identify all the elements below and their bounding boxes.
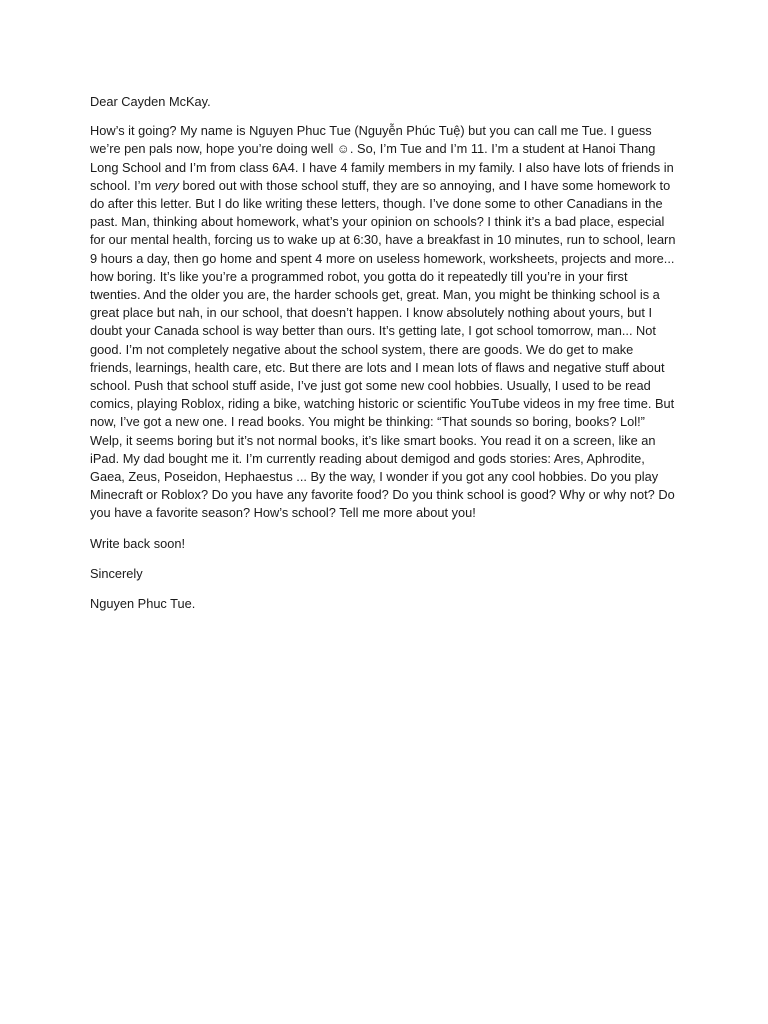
closing: Sincerely xyxy=(90,565,143,581)
write-back-line: Write back soon! xyxy=(90,535,186,551)
signature: Nguyen Phuc Tue. xyxy=(90,596,196,612)
salutation: Dear Cayden McKay. xyxy=(90,94,211,109)
letter-page xyxy=(90,93,676,625)
body-text-italic: very xyxy=(154,177,179,193)
letter-body xyxy=(90,122,676,522)
body-text-part-1: How’s it going? My name is Nguyen Phuc Tue (Nguyễn Phúc Tuệ) but you can call me Tue. I guess we’re pen pals now, hope you’re doing well ☺. So, I’m Tue and I’m 11. I’m a student at Hanoi Thang Long School and I’m from class 6A4. I have 4 family members in my family. I also have lots of friends in school. I’m xyxy=(90,123,674,193)
body-text-part-2: bored out with those school stuff, they are so annoying, and I have some homework to do after this letter. But I do like writing these letters, though. I’ve done some to other Canadians in the past. Man, thinking about homework, what’s your opinion on schools? I think it’s a bad place, especial for our mental health, forcing us to wake up at 6:30, have a breakfast in 10 minutes, run to school, learn 9 hours a day, then go home and spent 4 more on useless homework, worksheets, projects and more... how boring. It’s like you’re a programmed robot, you gotta do it repeatedly till you’re in your first twenties. And the older you are, the harder schools get, great. Man, you might be thinking school is a great place but nah, in our school, that doesn’t happen. I know absolutely nothing about yours, but I doubt your Canada school is way better than ours. It’s getting late, I got school tomorrow, man... Not good. I’m not completely negative about the school system, there are goods. We do get to make friends, learnings, health care, etc. But there are lots and I mean lots of flaws and negative stuff about school. Push that school stuff aside, I’ve just got some new cool hobbies. Usually, I used to be read comics, playing Roblox, riding a bike, watching historic or scientific YouTube videos in my free time. But now, I’ve got a new one. I read books. You might be thinking: “That sounds so boring, books? Lol!” Welp, it seems boring but it’s not normal books, it’s like smart books. You read it on a screen, like an iPad. My dad bought me it. I’m currently reading about demigod and gods stories: Ares, Aphrodite, Gaea, Zeus, Poseidon, Hephaestus ... By the way, I wonder if you got any cool hobbies. Do you play Minecraft or Roblox? Do you have any favorite food? Do you think school is good? Why or why not? Do you have a favorite season? How’s school? Tell me more about you! xyxy=(90,177,676,521)
